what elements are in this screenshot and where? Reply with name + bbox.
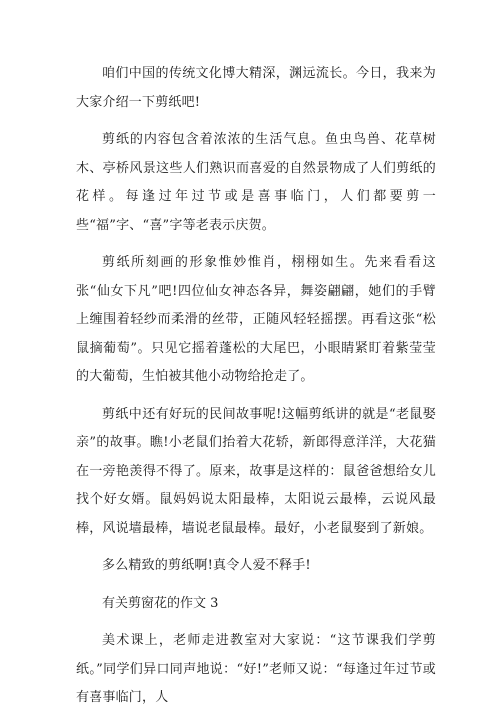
section-heading: 有关剪窗花的作文 3 xyxy=(102,595,219,611)
paragraph-conclusion: 多么精致的剪纸啊!真令人爱不释手! xyxy=(102,558,311,573)
paragraph-art-class: 美术课上，老师走进教室对大家说：“这节课我们学剪纸。”同学们异口同声地说：“好!”老师又说：“每逢过年过节或有喜事临门，人 xyxy=(76,633,436,705)
paragraph-story: 剪纸中还有好玩的民间故事呢!这幅剪纸讲的就是“老鼠娶亲”的故事。瞧!小老鼠们抬着大花轿，新郎得意洋洋，大花猫在一旁艳羡得不得了。原来，故事是这样的：鼠爸爸想给女儿找个好女婿。鼠妈妈说太阳最棒，太阳说云最棒，云说风最棒，风说墙最棒，墙说老鼠最棒。最好，小老鼠娶到了新娘。 xyxy=(76,406,436,536)
paragraph-intro: 咱们中国的传统文化博大精深，渊远流长。今日，我来为大家介绍一下剪纸吧! xyxy=(76,66,436,110)
paragraph-content: 剪纸的内容包含着浓浓的生活气息。鱼虫鸟兽、花草树木、亭桥风景这些人们熟识而喜爱的自然景物成了人们剪纸的花样。每逢过年过节或是喜事临门，人们都要剪一些“福”字、“喜”字等老表示庆贺。 xyxy=(76,132,436,233)
paragraph-images: 剪纸所刻画的形象惟妙惟肖，栩栩如生。先来看看这张“仙女下凡”吧!四位仙女神态各异，舞姿翩翩，她们的手臂上缠围着轻纱而柔滑的丝带，正随风轻轻摇摆。再看这张“松鼠摘葡萄”。只见它摇着蓬松的大尾巴，小眼睛紧盯着紫莹莹的大葡萄，生怕被其他小动物给抢走了。 xyxy=(76,255,436,384)
